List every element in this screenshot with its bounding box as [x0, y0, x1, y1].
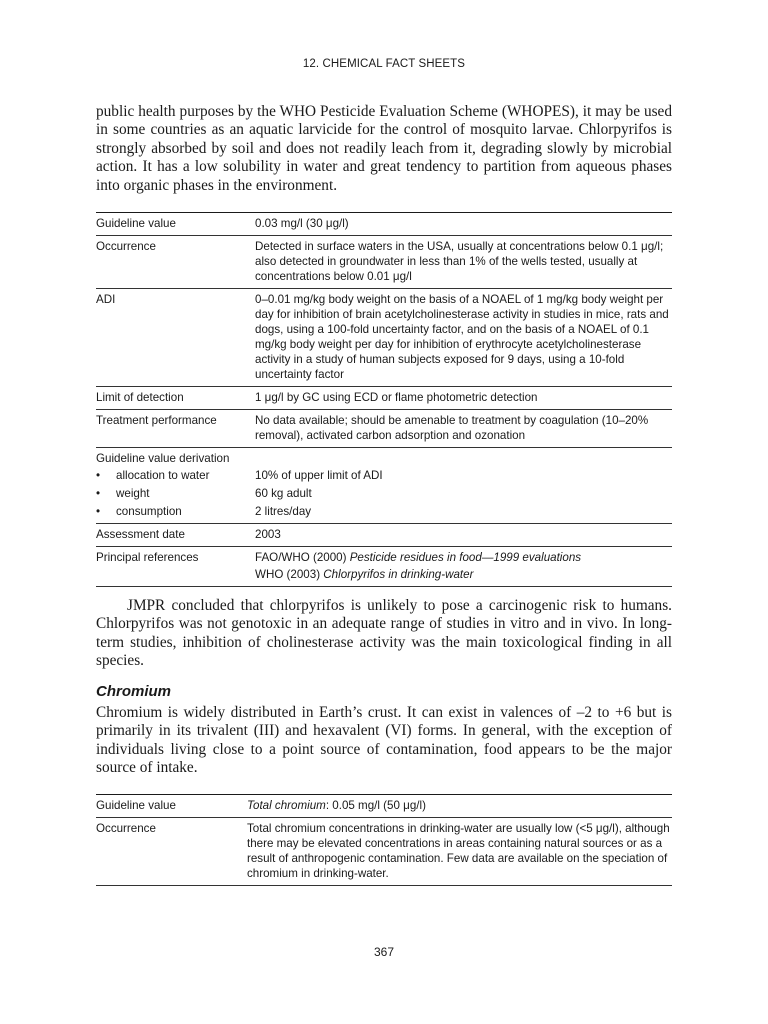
row-label: Treatment performance — [96, 414, 217, 427]
reference-title: Chlorpyrifos in drinking-water — [323, 568, 474, 581]
table-row — [96, 547, 672, 587]
reference-entry — [255, 567, 672, 582]
derivation-item — [96, 486, 255, 501]
derivation-item-value: 10% of upper limit of ADI — [255, 469, 383, 482]
row-label: Limit of detection — [96, 391, 184, 404]
derivation-item-value: 2 litres/day — [255, 505, 312, 518]
row-value — [255, 448, 672, 524]
derivation-item — [96, 468, 255, 483]
row-value: 0.03 mg/l (30 μg/l) — [255, 217, 349, 230]
row-label: Occurrence — [96, 240, 156, 253]
section-heading: Chromium — [96, 683, 171, 700]
table-row — [96, 524, 672, 547]
reference-title: Pesticide residues in food—1999 evaluations — [349, 551, 582, 564]
row-value: 1 μg/l by GC using ECD or flame photometric detection — [255, 391, 538, 404]
derivation-item — [96, 504, 255, 519]
table-row — [96, 289, 672, 387]
row-label: Assessment date — [96, 528, 185, 541]
row-label — [96, 448, 255, 524]
page-number: 367 — [373, 945, 395, 959]
derivation-item-label: allocation to water — [116, 469, 210, 482]
row-label: Occurrence — [96, 822, 156, 835]
derivation-item-label: consumption — [116, 505, 182, 518]
row-value: 0–0.01 mg/kg body weight on the basis of a NOAEL of 1 mg/kg body weight per day for inhibition of brain acetylcholinesterase activity in studies in mice, rats and dogs, using a 100-fold uncertainty factor, and on the basis of a NOAEL of 0.1 mg/kg body weight per day for inhibition of erythrocyte acetylcholinesterase activity in a study of human subjects exposed for 9 days, using a 10-fold uncertainty factor — [255, 293, 669, 381]
table-row — [96, 213, 672, 236]
running-head: 12. CHEMICAL FACT SHEETS — [302, 58, 466, 70]
bullet-icon: • — [96, 505, 101, 518]
bullet-icon: • — [96, 487, 101, 500]
row-label: Principal references — [96, 551, 199, 564]
row-value — [247, 795, 672, 818]
row-value: No data available; should be amenable to treatment by coagulation (10–20% removal), activated carbon adsorption and ozonation — [255, 414, 649, 442]
guideline-amount: : 0.05 mg/l (50 μg/l) — [325, 799, 426, 812]
table-row — [96, 448, 672, 524]
derivation-item-value: 60 kg adult — [255, 487, 312, 500]
row-label: ADI — [96, 293, 116, 306]
intro-paragraph: public health purposes by the WHO Pesticide Evaluation Scheme (WHOPES), it may be used in some countries as an aquatic larvicide for the control of mosquito larvae. Chlorpyrifos is strongly absorbed by soil and does not readily leach from it, degrading slowly by microbial action. It has a low solubility in water and great tendency to partition from aqueous phases into organic phases in the environment. — [96, 103, 672, 194]
table-row — [96, 387, 672, 410]
reference-entry — [255, 550, 672, 565]
row-label: Guideline value — [96, 799, 176, 812]
reference-prefix: WHO (2003) — [255, 568, 324, 581]
row-label: Guideline value — [96, 217, 176, 230]
bullet-icon: • — [96, 469, 101, 482]
table-row — [96, 410, 672, 448]
table-row — [96, 818, 672, 886]
row-value: Detected in surface waters in the USA, usually at concentrations below 0.1 μg/l; also detected in groundwater in less than 1% of the wells tested, usually at concentrations below 0.01 μg/l — [255, 240, 664, 283]
jmpr-paragraph: JMPR concluded that chlorpyrifos is unlikely to pose a carcinogenic risk to humans. Chlorpyrifos was not genotoxic in an adequate range of studies in vitro and in vivo. In long-term studies, inhibition of cholinesterase activity was the main toxicological finding in all species. — [96, 597, 672, 670]
table-row — [96, 236, 672, 289]
chromium-paragraph: Chromium is widely distributed in Earth’s crust. It can exist in valences of –2 to +6 but is primarily in its trivalent (III) and hexavalent (VI) forms. In general, with the exception of individuals living close to a point source of contamination, food appears to be the major source of intake. — [96, 704, 672, 777]
row-value — [255, 547, 672, 587]
derivation-item-label: weight — [116, 487, 150, 500]
row-value: 2003 — [255, 528, 281, 541]
derivation-heading: Guideline value derivation — [96, 452, 230, 465]
table-row — [96, 795, 672, 818]
reference-prefix: FAO/WHO (2000) — [255, 551, 350, 564]
chromium-fact-table — [96, 794, 672, 886]
row-value: Total chromium concentrations in drinking-water are usually low (<5 μg/l), although there may be elevated concentrations in areas containing natural sources or as a result of anthropogenic contamination. Few data are available on the speciation of chromium in drinking-water. — [247, 822, 670, 880]
chlorpyrifos-fact-table — [96, 212, 672, 587]
guideline-qualifier: Total chromium — [247, 799, 326, 812]
